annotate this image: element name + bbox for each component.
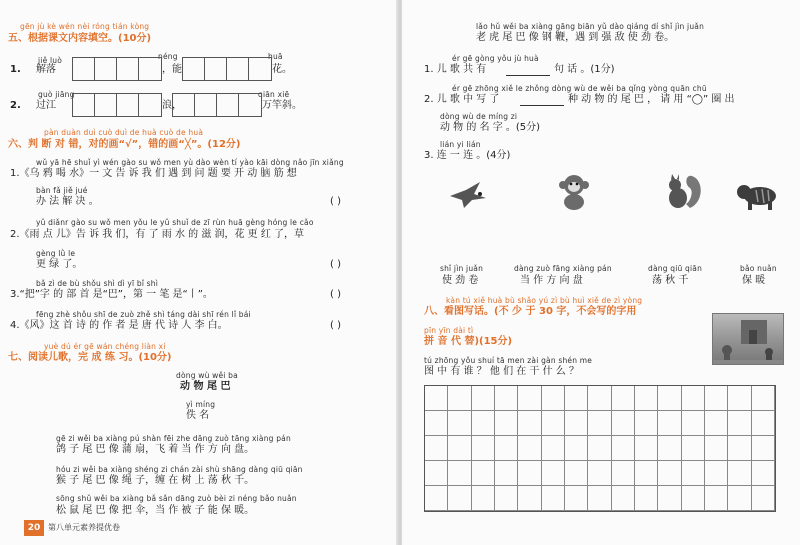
q5-2-writing-boxes-a[interactable] (72, 93, 162, 117)
q7-2b-pinyin: dòng wù de míng zi (440, 112, 518, 121)
q6-4-text: 4.《风》这 首 诗 的 作 者 是 唐 代 诗 人 李 白。 (10, 320, 228, 331)
monkey-icon[interactable] (552, 172, 596, 210)
q7-2-answer-blank[interactable] (520, 95, 564, 106)
section8-title: 八、看图写话。(不 少 于 30 字，不会写的字用 (424, 306, 637, 317)
option2-text[interactable]: 当 作 方 向 盘 (520, 275, 583, 286)
q5-2-text-c: 万竿斜。 (262, 100, 302, 111)
q5-1-text-a: 解落 (36, 64, 56, 75)
poem-line3-pinyin: sōng shǔ wěi ba xiàng bǎ sǎn dāng zuò bèi zi néng bǎo nuǎn (56, 494, 297, 503)
q6-1-pinyin: wǔ yā hē shuǐ yì wén gào su wǒ men yù dào wèn tí yào kāi dòng nǎo jīn xiǎng (36, 158, 344, 167)
q7-3-text: 3. 连 一 连 。(4分) (424, 150, 511, 161)
q7-1-pinyin: ér gē gòng yǒu jù huà (452, 54, 539, 63)
q7-3-pinyin: lián yi lián (440, 140, 481, 149)
q7-1-text-b: 句 话 。(1分) (554, 64, 615, 75)
scene-picture-icon (713, 314, 783, 364)
poem-line1-pinyin: gē zi wěi ba xiàng pú shàn fēi zhe dāng zuò tāng xiàng pán (56, 434, 291, 443)
q5-2-text-b: 浪， (162, 100, 182, 111)
q5-2-text-a: 过江 (36, 100, 56, 111)
q5-1-text-c: 花。 (272, 64, 292, 75)
page-number: 20 (24, 520, 44, 536)
q6-2-pinyin: yǔ diǎnr gào su wǒ men yǒu le yǔ shuǐ de zī rùn huā gèng hóng le cǎo (36, 218, 314, 227)
q6-1-text: 1.《乌 鸦 喝 水》一 文 告 诉 我 们 遇 到 问 题 要 开 动 脑 筋 想 (10, 168, 297, 179)
squirrel-icon[interactable] (660, 172, 704, 210)
tiger-icon[interactable] (736, 176, 780, 214)
section6-pinyin: pàn duàn duì cuò duì de huà cuò de huà (44, 128, 204, 137)
poem-line4-pinyin: lǎo hǔ wěi ba xiàng gāng biān yǔ dào qiáng dí shǐ jìn juǎn (476, 22, 705, 31)
poem-title: 动 物 尾 巴 (180, 381, 231, 392)
poem-line3: 松 鼠 尾 巴 像 把 伞，当 作 被 子 能 保 暖。 (56, 505, 255, 516)
q5-2-writing-boxes-b[interactable] (172, 93, 262, 117)
poem-author: 佚 名 (186, 410, 210, 421)
section5-pinyin: gēn jù kè wén nèi róng tián kòng (20, 22, 150, 31)
poem-line1: 鸽 子 尾 巴 像 蒲 扇，飞 着 当 作 方 向 盘。 (56, 444, 255, 455)
q6-2b-pinyin: gèng lǜ le (36, 249, 76, 258)
footer-title: 第八单元素养提优卷 (48, 523, 120, 532)
q5-1-number: 1. (10, 64, 21, 75)
q6-4-answer-paren[interactable]: ( ) (330, 320, 341, 331)
q5-1-writing-boxes-b[interactable] (182, 57, 272, 81)
poem-line2: 猴 子 尾 巴 像 绳 子，缠 在 树 上 荡 秋 千。 (56, 475, 255, 486)
poem-author-pinyin: yì míng (186, 400, 216, 409)
q6-3-text: 3.“把”字 的 部 首 是“巴”，第 一 笔 是“丨”。 (10, 289, 213, 300)
q5-2-number: 2. (10, 100, 21, 111)
option4-text[interactable]: 保 暖 (742, 275, 766, 286)
q6-1-answer-paren[interactable]: ( ) (330, 196, 341, 207)
q7-2-pinyin: ér gē zhōng xiě le zhǒng dòng wù de wěi ba qǐng yòng quān chū (452, 84, 707, 93)
q6-1b-text: 办 法 解 决 。 (36, 196, 99, 207)
q5-1-text-b: ，能 (162, 64, 182, 75)
section7-title: 七、阅读儿歌，完 成 练 习。(10分) (8, 352, 172, 363)
writing-prompt-pinyin: tú zhōng yǒu shuí tā men zài gàn shén me (424, 356, 593, 365)
q5-1-pinyin-c: huā (268, 52, 283, 61)
q7-2b-text: 动 物 的 名 字 。(5分) (440, 122, 541, 133)
poem-line2-pinyin: hóu zi wěi ba xiàng shéng zi chán zài shù shāng dàng qiū qiān (56, 465, 303, 474)
option4-pinyin: bǎo nuǎn (740, 264, 777, 273)
option3-text[interactable]: 荡 秋 千 (652, 275, 689, 286)
poem-line4: 老 虎 尾 巴 像 钢 鞭，遇 到 强 敌 使 劲 卷。 (476, 32, 675, 43)
pigeon-icon[interactable] (446, 176, 490, 214)
q5-1-pinyin-b: néng (158, 52, 178, 61)
section6-title: 六、判 断 对 错，对的画“√”，错的画“╳”。(12分) (8, 139, 241, 150)
section8b-title: 拼 音 代 替)(15分) (424, 336, 513, 347)
option1-text[interactable]: 使 劲 卷 (442, 275, 479, 286)
option3-pinyin: dàng qiū qiān (648, 264, 703, 273)
writing-prompt: 图 中 有 谁 ？ 他 们 在 干 什 么 ？ (424, 366, 579, 377)
scene-picture (712, 313, 784, 365)
section8-pinyin: kàn tú xiě huà bù shǎo yú zì bù huì xiě de zì yòng (446, 296, 643, 305)
q6-2-answer-paren[interactable]: ( ) (330, 259, 341, 270)
q6-2b-text: 更 绿 了。 (36, 259, 83, 270)
poem-title-pinyin: dòng wù wěi ba (176, 371, 238, 380)
section8b-pinyin: pīn yīn dài tì (424, 326, 474, 335)
q5-1-writing-boxes-a[interactable] (72, 57, 162, 81)
q7-2-text-b: 种 动 物 的 尾 巴 ， 请 用 “◯” 圈 出 (568, 94, 735, 105)
section5-title: 五、根据课文内容填空。(10分) (8, 33, 152, 44)
q6-3-answer-paren[interactable]: ( ) (330, 289, 341, 300)
q5-1-pinyin-a: jiě luò (38, 56, 62, 65)
q5-2-pinyin-a: guò jiāng (38, 90, 75, 99)
q7-1-answer-blank[interactable] (506, 65, 550, 76)
q6-4-pinyin: fēng zhè shǒu shī de zuò zhě shì táng dài shī rén lǐ bái (36, 310, 251, 319)
q5-2-pinyin-b: qiān xiē (258, 90, 290, 99)
q6-3-pinyin: bǎ zì de bù shǒu shì dì yī bǐ shì (36, 279, 159, 288)
left-page (0, 0, 398, 545)
composition-grid[interactable] (424, 385, 776, 512)
q7-1-text-a: 1. 儿 歌 共 有 (424, 64, 487, 75)
option1-pinyin: shǐ jìn juǎn (440, 264, 484, 273)
section7-pinyin: yuè dú ér gē wán chéng liàn xí (44, 342, 166, 351)
q7-2-text-a: 2. 儿 歌 中 写 了 (424, 94, 500, 105)
q6-1b-pinyin: bàn fǎ jiě jué (36, 186, 88, 195)
option2-pinyin: dàng zuò fāng xiàng pán (514, 264, 612, 273)
q6-2-text: 2.《雨 点 儿》告 诉 我 们，有 了 雨 水 的 滋 润，花 更 红 了，草 (10, 229, 305, 240)
